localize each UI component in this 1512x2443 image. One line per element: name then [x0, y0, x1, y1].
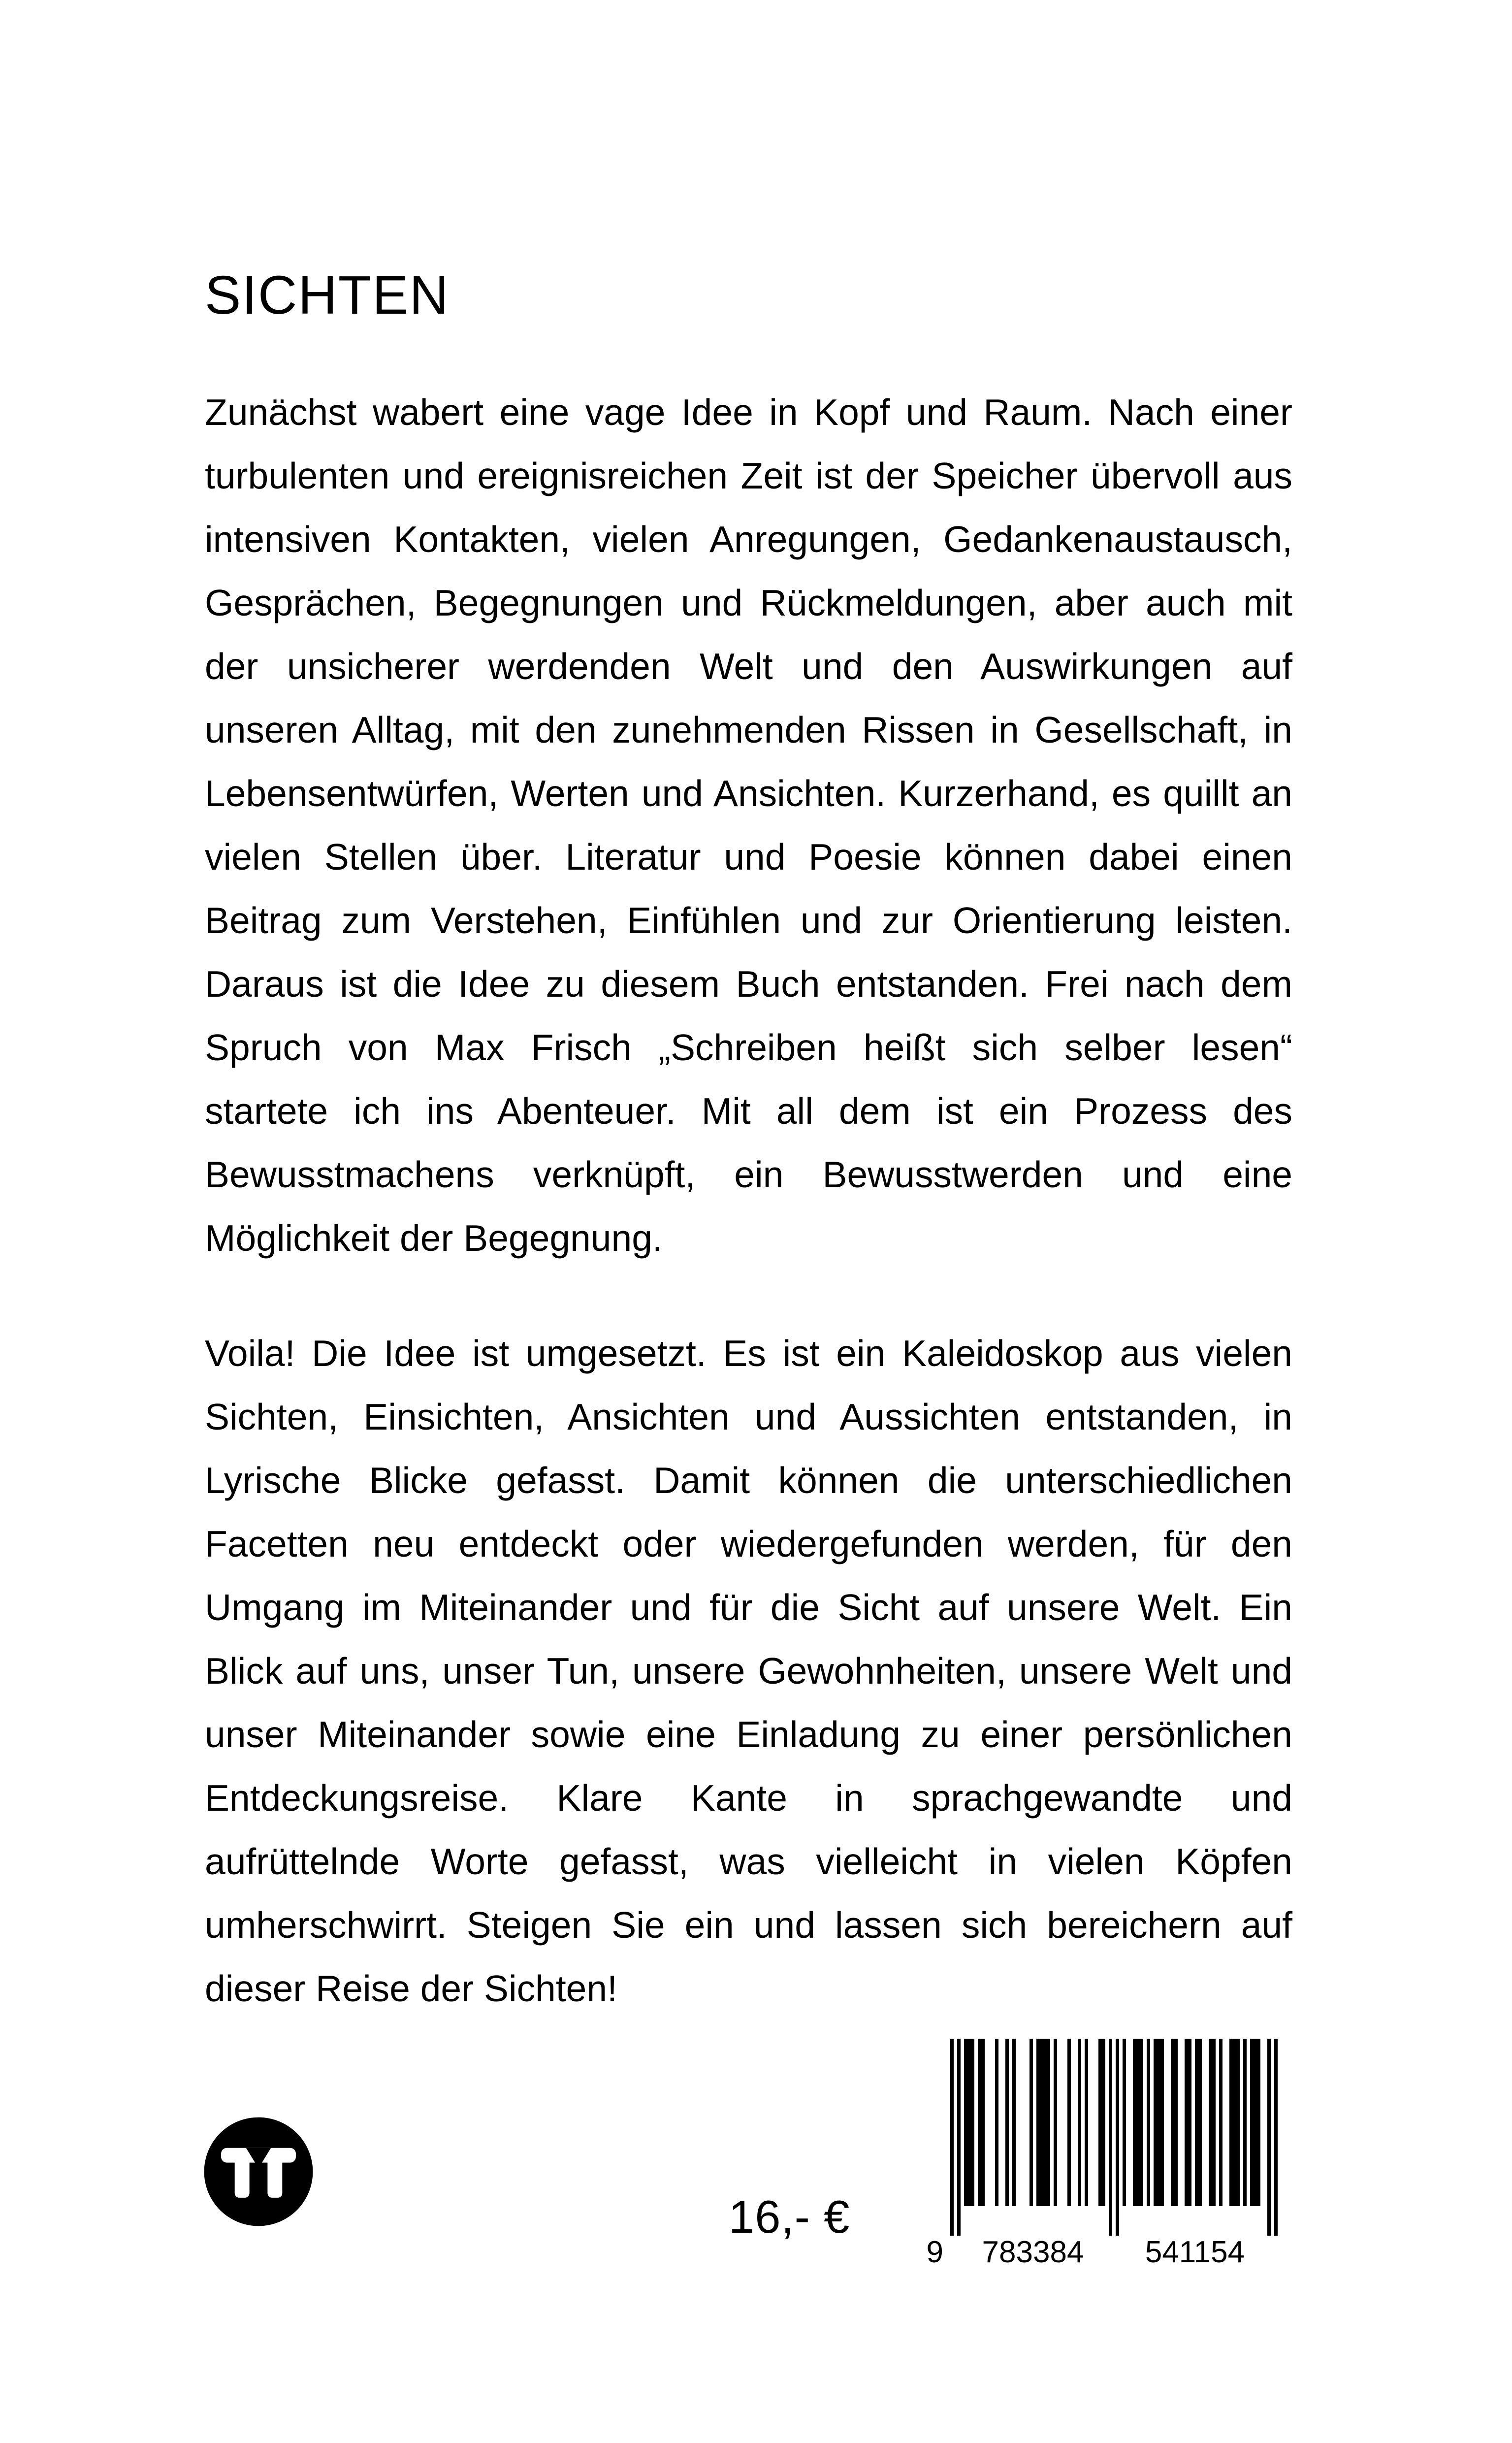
svg-text:541154: 541154 — [1145, 2235, 1245, 2266]
page-title: SICHTEN — [205, 265, 450, 326]
price-label: 16,- € — [729, 2191, 850, 2243]
publisher-pi-logo-icon — [202, 2115, 315, 2228]
cover-text-block — [205, 265, 1292, 2020]
paragraph-1: Zunächst wabert eine vage Idee in Kopf und Raum. Nach einer turbulenten und ereignisreichen Zeit ist der Speicher übervoll aus intensiven Kontakten, vielen Anregungen, Gedankenaustausch, Gesprächen, Begegnungen und Rückmeldungen, aber auch mit der unsicherer werdenden Welt und den Auswirkungen auf unseren Alltag, mit den zunehmenden Rissen in Gesellschaft, in Lebensentwürfen, Werten und Ansichten. Kurzerhand, es quillt an vielen Stellen über. Literatur und Poesie können dabei einen Beitrag zum Verstehen, Einfühlen und zur Orientierung leisten. Daraus ist die Idee zu diesem Buch entstanden. Frei nach dem Spruch von Max Frisch „Schreiben heißt sich selber lesen“ startete ich ins Abenteuer. Mit all dem ist ein Prozess des Bewusstmachens verknüpft, ein Bewusstwerden und eine Möglichkeit der Begegnung. — [205, 391, 1292, 1259]
ean13-barcode — [912, 2039, 1291, 2269]
paragraph-2: Voila! Die Idee ist umgesetzt. Es ist ein Kaleidoskop aus vielen Sichten, Einsichten, Ansichten und Aussichten entstanden, in Lyrische Blicke gefasst. Damit können die unterschiedlichen Facetten neu entdeckt oder wiedergefunden werden, für den Umgang im Miteinander und für die Sicht auf unsere Welt. Ein Blick auf uns, unser Tun, unsere Gewohnheiten, unsere Welt und unser Miteinander sowie eine Einladung zu einer persönlichen Entdeckungsreise. Klare Kante in sprachgewandte und aufrüttelnde Worte gefasst, was vielleicht in vielen Köpfen umherschwirrt. Steigen Sie ein und lassen sich bereichern auf dieser Reise der Sichten! — [205, 1333, 1292, 2009]
svg-text:9: 9 — [926, 2235, 943, 2266]
svg-text:783384: 783384 — [982, 2235, 1084, 2266]
barcode-bars — [912, 2039, 1291, 2266]
